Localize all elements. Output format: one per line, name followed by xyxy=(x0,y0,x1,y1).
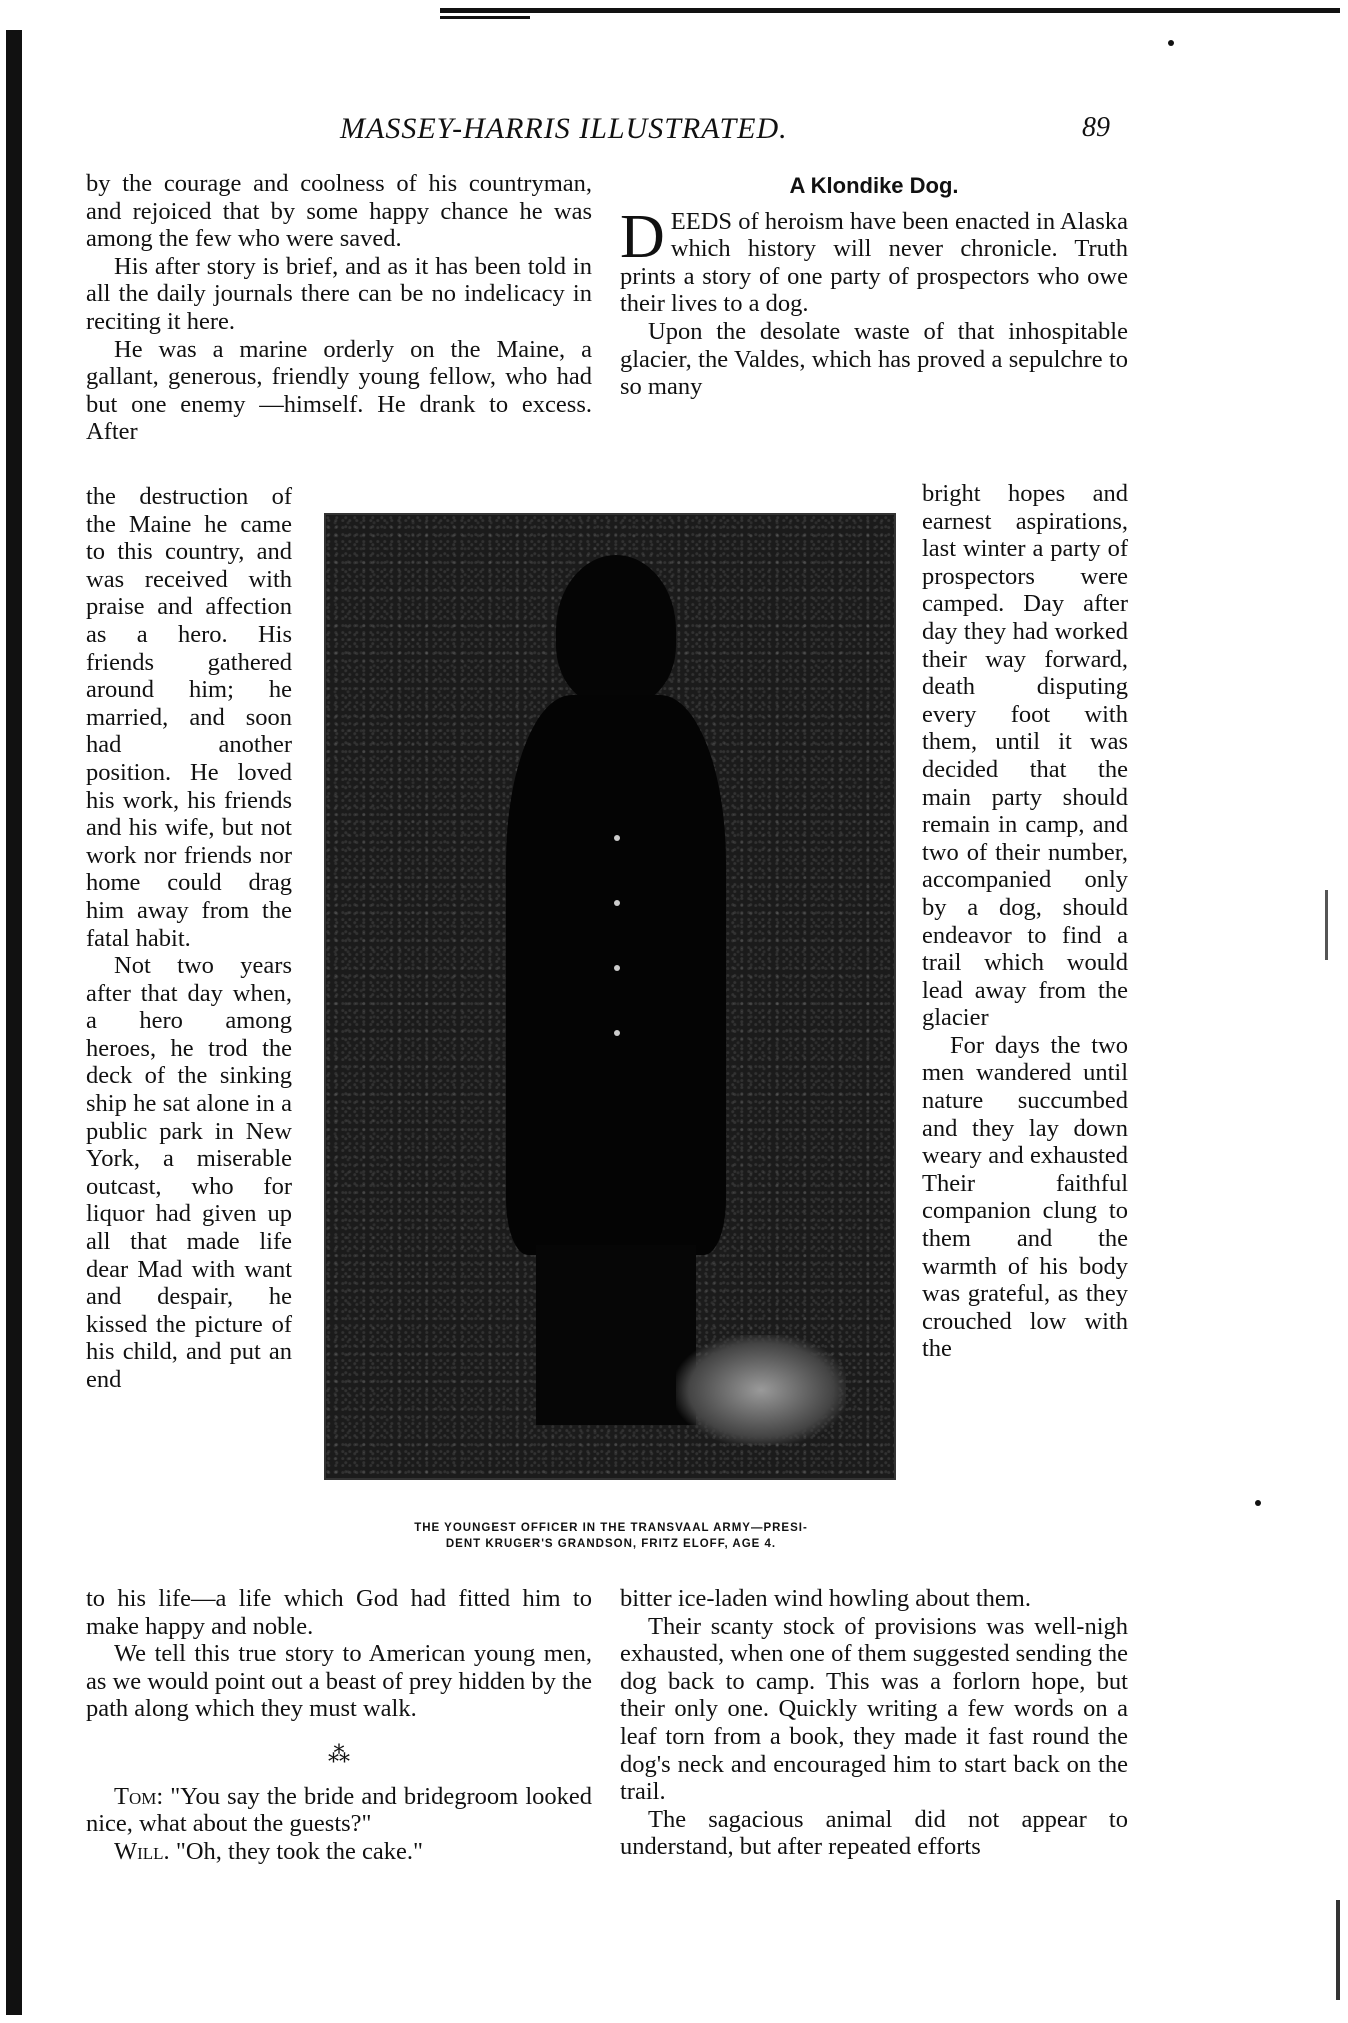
right-column-top xyxy=(620,170,1128,401)
caption-line: DENT KRUGER'S GRANDSON, FRITZ ELOFF, AGE 4. xyxy=(445,1538,777,1550)
light-ground-patch xyxy=(676,1335,846,1445)
right-column-narrow xyxy=(922,480,1128,1363)
photograph-portrait xyxy=(324,513,896,1480)
paragraph xyxy=(620,202,1128,318)
paragraph: We tell this true story to American young men, as we would point out a beast of prey hidden by the path along which they must walk. xyxy=(86,1640,592,1723)
coat-button xyxy=(614,835,620,841)
caption-line: THE YOUNGEST OFFICER IN THE TRANSVAAL ARMY—PRESI- xyxy=(414,1522,808,1534)
coat-button xyxy=(614,900,620,906)
margin-mark xyxy=(1325,890,1328,960)
paragraph: For days the two men wandered until nature succumbed and they lay down weary and exhausted Their faithful companion clung to them and the warmth of his body was grateful, as they crouched low with the xyxy=(922,1031,1128,1363)
paragraph: the destruction of the Maine he came to this country, and was received with praise and affection as a hero. His friends gathered around him; he married, and soon had another position. He loved his work, his friends and his wife, but not work nor friends nor home could drag him away from the fatal habit. xyxy=(86,483,292,952)
speaker-label: Will. xyxy=(114,1837,170,1865)
paragraph: bright hopes and earnest aspirations, last winter a party of prospectors were camped. Day after day they had worked their way forward, death disputing every foot with them, until it was decided that the main party should remain in camp, and two of their number, accompanied only by a dog, should endeavor to find a trail which would lead away from the glacier xyxy=(922,480,1128,1032)
right-column-bottom xyxy=(620,1585,1128,1861)
paragraph-text: EEDS of heroism have been enacted in Alaska which history will never chronicle. Truth prints a story of one party of prospectors who owe their lives to a dog. xyxy=(620,207,1128,318)
paragraph: to his life—a life which God had fitted him to make happy and noble. xyxy=(86,1585,592,1640)
drop-cap: D xyxy=(620,202,665,271)
scan-edge-right xyxy=(1336,1900,1340,2000)
top-rule-short xyxy=(440,16,530,19)
coat-button xyxy=(614,965,620,971)
joke-will xyxy=(86,1838,592,1866)
joke-tom xyxy=(86,1783,592,1838)
figure-head xyxy=(556,555,676,705)
paragraph: Upon the desolate waste of that inhospitable glacier, the Valdes, which has proved a sepulchre to so many xyxy=(620,317,1128,401)
coat-button xyxy=(614,1030,620,1036)
speck xyxy=(1168,40,1174,46)
running-head: MASSEY-HARRIS ILLUSTRATED. xyxy=(340,112,788,145)
figure-coat xyxy=(506,695,726,1255)
scan-edge-bar xyxy=(6,30,22,2015)
left-column-top xyxy=(86,170,592,446)
paragraph: Not two years after that day when, a hero among heroes, he trod the deck of the sinking ship he sat alone in a public park in New York, a miserable outcast, who for liquor had given up all that made life dear Mad with want and despair, he kissed the picture of his child, and put an end xyxy=(86,952,292,1393)
paragraph: by the courage and coolness of his countryman, and rejoiced that by some happy chance he was among the few who were saved. xyxy=(86,170,592,253)
left-column-bottom xyxy=(86,1585,592,1865)
figure-legs xyxy=(536,1245,696,1425)
dialogue-line: "You say the bride and bridegroom looked nice, what about the guests?" xyxy=(86,1782,592,1838)
paragraph: He was a marine orderly on the Maine, a gallant, generous, friendly young fellow, who had but one enemy —himself. He drank to excess. After xyxy=(86,335,592,446)
speck xyxy=(1255,1500,1261,1506)
top-rule xyxy=(440,8,1340,13)
paragraph: Their scanty stock of provisions was well-nigh exhausted, when one of them suggested sending the dog back to camp. This was a forlorn hope, but their only one. Quickly writing a few words on a leaf torn from a book, they made it fast round the dog's neck and encouraged him to start back on the trail. xyxy=(620,1612,1128,1806)
section-break-asterism: ⁂ xyxy=(328,1741,350,1767)
paragraph: The sagacious animal did not appear to understand, but after repeated efforts xyxy=(620,1805,1128,1861)
article-heading: A Klondike Dog. xyxy=(789,173,959,198)
left-column-narrow xyxy=(86,483,292,1394)
paragraph: His after story is brief, and as it has been told in all the daily journals there can be no indelicacy in reciting it here. xyxy=(86,252,592,335)
dialogue-line: "Oh, they took the cake." xyxy=(175,1837,424,1865)
standing-boy-figure xyxy=(466,555,766,1435)
speaker-label: Tom: xyxy=(114,1782,164,1810)
paragraph: bitter ice-laden wind howling about them. xyxy=(620,1585,1031,1612)
photo-caption xyxy=(316,1520,906,1552)
page-number: 89 xyxy=(1082,112,1110,143)
